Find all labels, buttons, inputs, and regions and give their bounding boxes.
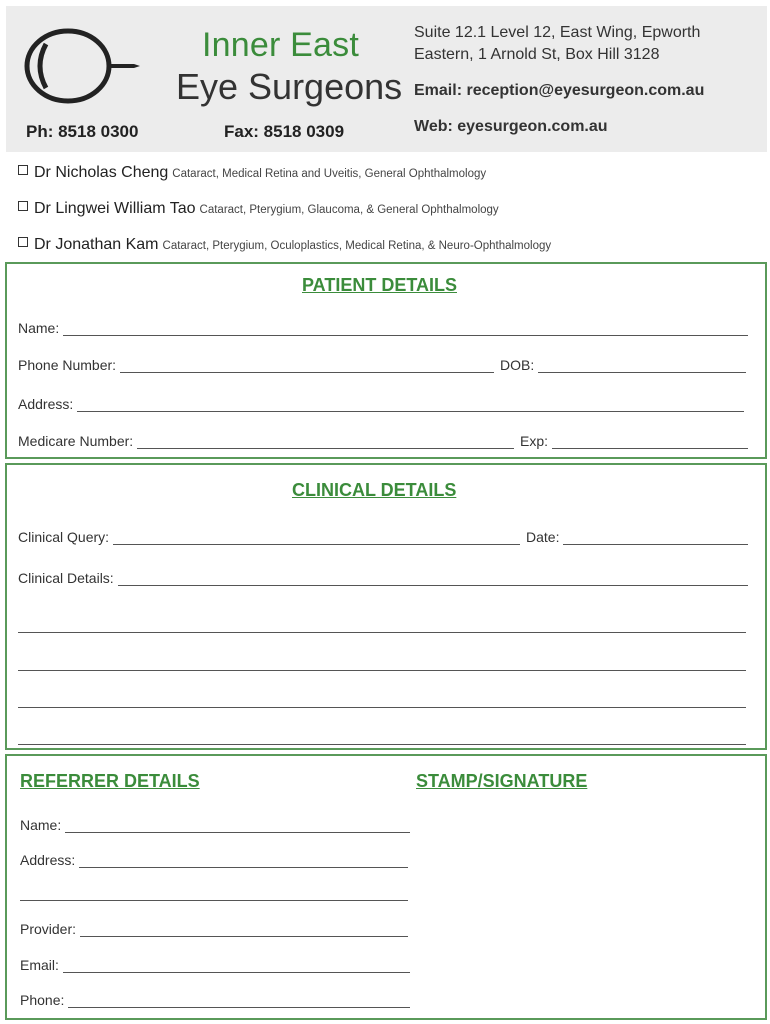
doctor-specialties: Cataract, Medical Retina and Uveitis, General Ophthalmology: [172, 168, 487, 180]
clinical-date-field[interactable]: [526, 527, 748, 545]
doctor-name: Dr Lingwei William Tao: [34, 200, 196, 217]
doctor-checkbox[interactable]: [18, 237, 28, 247]
patient-phone-field[interactable]: [18, 355, 494, 373]
doctor-name: Dr Jonathan Kam: [34, 236, 159, 253]
clinical-query-field[interactable]: [18, 527, 520, 545]
doctor-specialties: Cataract, Pterygium, Oculoplastics, Medical Retina, & Neuro-Ophthalmology: [162, 240, 552, 252]
practice-email: Email: reception@eyesurgeon.com.au: [414, 82, 705, 99]
referrer-phone-field[interactable]: [20, 990, 410, 1008]
practice-web: Web: eyesurgeon.com.au: [414, 118, 608, 135]
clinical-details-label: Clinical Details:: [18, 570, 114, 586]
referrer-phone-line[interactable]: [68, 994, 410, 1008]
clinical-details-line[interactable]: [18, 707, 746, 708]
clinical-details-line[interactable]: [18, 632, 746, 633]
clinical-query-line[interactable]: [113, 531, 520, 545]
letterhead: [6, 6, 767, 152]
patient-dob-field[interactable]: [500, 355, 746, 373]
patient-details-title: PATIENT DETAILS: [302, 275, 457, 295]
patient-address-label: Address:: [18, 396, 74, 412]
patient-phone-line[interactable]: [120, 359, 494, 373]
patient-medicare-label: Medicare Number:: [18, 433, 134, 449]
patient-medicare-field[interactable]: [18, 431, 514, 449]
patient-name-line[interactable]: [63, 322, 748, 336]
doctor-name: Dr Nicholas Cheng: [34, 164, 169, 181]
clinical-details-line[interactable]: [18, 670, 746, 671]
patient-exp-line[interactable]: [552, 435, 748, 449]
patient-dob-line[interactable]: [538, 359, 746, 373]
referrer-name-field[interactable]: [20, 815, 410, 833]
clinical-details-field[interactable]: [18, 568, 748, 586]
patient-exp-field[interactable]: [520, 431, 748, 449]
eye-logo-icon: [24, 26, 142, 108]
practice-phone: Ph: 8518 0300: [26, 122, 139, 141]
stamp-signature-title: STAMP/SIGNATURE: [416, 771, 588, 791]
doctor-option-kam: [18, 236, 551, 254]
referrer-name-label: Name:: [20, 817, 62, 833]
referrer-details-title: REFERRER DETAILS: [20, 771, 200, 791]
practice-address: Suite 12.1 Level 12, East Wing, Epworth Eastern, 1 Arnold St, Box Hill 3128: [414, 24, 701, 63]
doctor-checkbox[interactable]: [18, 201, 28, 211]
referrer-email-line[interactable]: [63, 959, 410, 973]
doctor-option-cheng: [18, 164, 486, 182]
doctor-specialties: Cataract, Pterygium, Glaucoma, & General Ophthalmology: [199, 204, 499, 216]
referrer-phone-label: Phone:: [20, 992, 65, 1008]
patient-address-field[interactable]: [18, 394, 744, 412]
referrer-address-field[interactable]: [20, 850, 408, 868]
doctor-option-tao: [18, 200, 499, 218]
brand-line-2: Eye Surgeons: [176, 66, 403, 107]
clinical-date-label: Date:: [526, 529, 560, 545]
referrer-details-panel: [5, 754, 767, 1020]
patient-name-label: Name:: [18, 320, 60, 336]
referrer-provider-field[interactable]: [20, 919, 408, 937]
referrer-email-field[interactable]: [20, 955, 410, 973]
referrer-address-line[interactable]: [20, 900, 408, 901]
clinical-details-line[interactable]: [18, 744, 746, 745]
patient-medicare-line[interactable]: [137, 435, 514, 449]
referrer-address-label: Address:: [20, 852, 76, 868]
clinical-query-label: Clinical Query:: [18, 529, 110, 545]
patient-address-line[interactable]: [77, 398, 744, 412]
practice-fax: Fax: 8518 0309: [224, 122, 345, 141]
patient-dob-label: DOB:: [500, 357, 535, 373]
referrer-provider-label: Provider:: [20, 921, 77, 937]
patient-exp-label: Exp:: [520, 433, 549, 449]
referrer-provider-line[interactable]: [80, 923, 408, 937]
patient-phone-label: Phone Number:: [18, 357, 117, 373]
referrer-name-line[interactable]: [65, 819, 410, 833]
referrer-address-line[interactable]: [79, 854, 408, 868]
clinical-date-line[interactable]: [563, 531, 748, 545]
brand-line-1: Inner East: [202, 26, 359, 64]
referrer-email-label: Email:: [20, 957, 59, 973]
clinical-details-line[interactable]: [118, 572, 748, 586]
patient-name-field[interactable]: [18, 318, 748, 336]
doctor-checkbox[interactable]: [18, 165, 28, 175]
clinical-details-title: CLINICAL DETAILS: [292, 480, 457, 500]
